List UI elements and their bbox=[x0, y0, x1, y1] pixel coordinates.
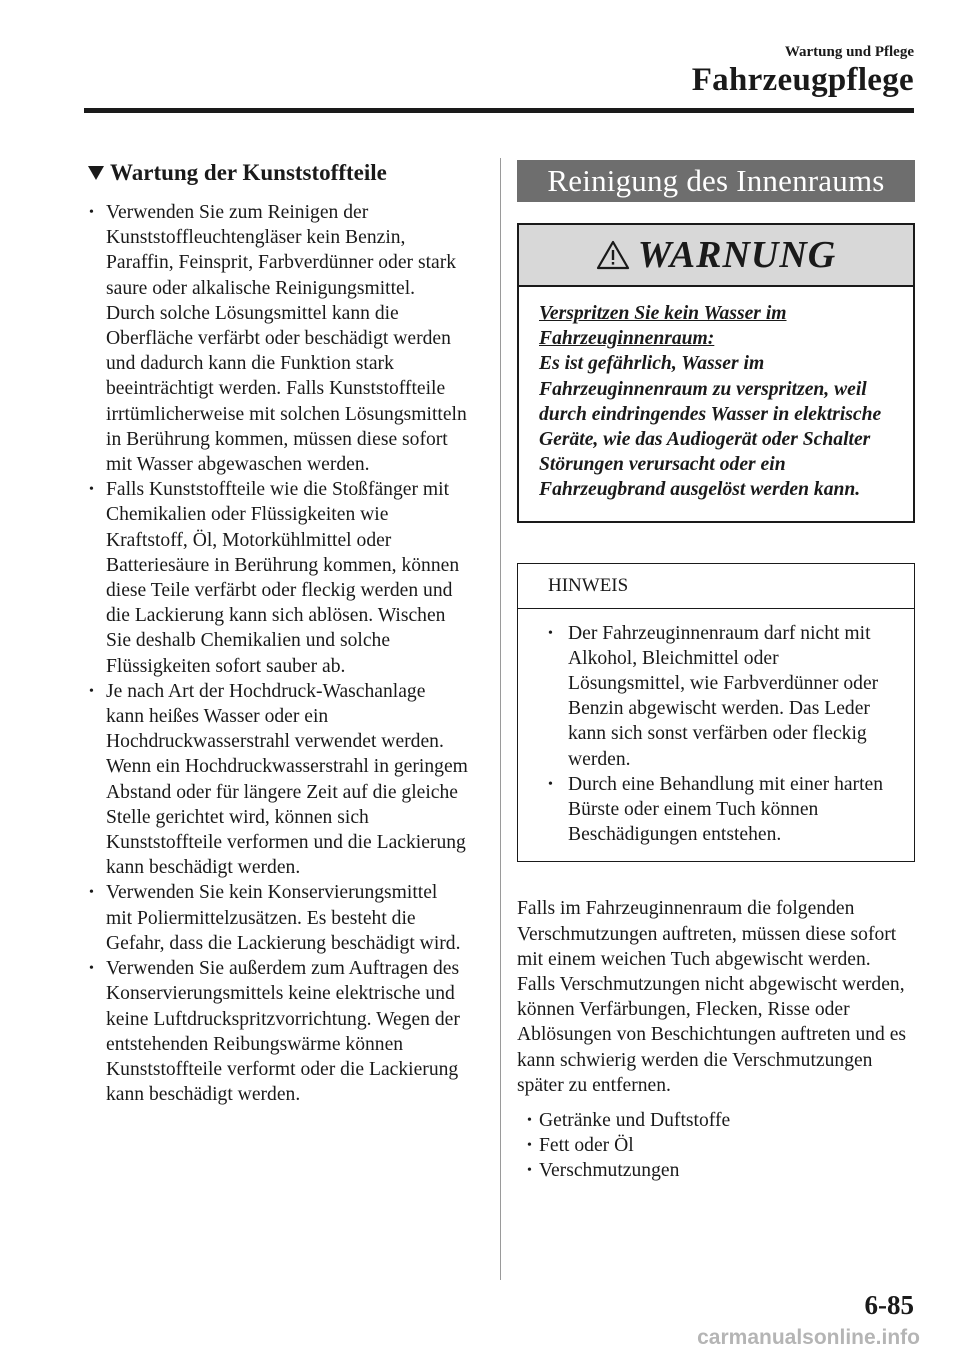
list-item: • Fett oder Öl bbox=[527, 1133, 915, 1158]
section-banner: Reinigung des Innenraums bbox=[517, 160, 915, 202]
warning-header bbox=[519, 225, 913, 287]
body-paragraph bbox=[517, 896, 915, 1098]
list-item: • Getränke und Duftstoffe bbox=[527, 1108, 915, 1133]
header-rule bbox=[84, 108, 914, 113]
triangle-down-icon bbox=[88, 166, 104, 180]
list-item: • Verschmutzungen bbox=[527, 1158, 915, 1183]
chapter-title: Fahrzeugpflege bbox=[691, 62, 914, 98]
warning-title: WARNUNG bbox=[637, 234, 837, 276]
note-list bbox=[518, 609, 914, 862]
list-item: • Verwenden Sie außerdem zum Auftragen des Konservierungsmittels keine elektrische und keine Luftdruckspritzvorrichtung. Wegen der entstehenden Reibungswärme können Kunststoffteile verformt oder die Lackierung kann beschädigt werden. bbox=[88, 956, 468, 1107]
plastic-care-list bbox=[88, 200, 468, 1107]
column-divider bbox=[500, 158, 501, 1280]
note-title: HINWEIS bbox=[518, 564, 914, 609]
list-item: • Verwenden Sie kein Konservierungsmittel mit Poliermittelzusätzen. Es besteht die Gefahr, dass die Lackierung beschädigt wird. bbox=[88, 880, 468, 956]
subsection-heading-text: Wartung der Kunststoffteile bbox=[110, 160, 387, 185]
list-item: • Je nach Art der Hochdruck-Waschanlage kann heißes Wasser oder ein Hochdruckwasserstrahl verwendet werden. Wenn ein Hochdruckwasserstrahl in geringem Abstand oder für längere Zeit auf die gleiche Stelle gerichtet wird, können sich Kunststoffteile verformen und die Lackierung kann beschädigt werden. bbox=[88, 679, 468, 881]
right-column bbox=[517, 160, 915, 1184]
subsection-heading bbox=[88, 160, 468, 186]
list-item: • Falls Kunststoffteile wie die Stoßfänger mit Chemikalien oder Flüssigkeiten wie Kraftstoff, Öl, Motorkühlmittel oder Batteriesäure in Berührung kommen, können diese Teile verfärbt oder fleckig werden und die Lackierung kann sich ablösen. Wischen Sie deshalb Chemikalien und solche Flüssigkeiten sofort sauber ab. bbox=[88, 477, 468, 679]
section-label: Wartung und Pflege bbox=[784, 44, 914, 60]
warning-box bbox=[517, 223, 915, 523]
stain-list bbox=[527, 1108, 915, 1184]
note-item: • Der Fahrzeuginnenraum darf nicht mit Alkohol, Bleichmittel oder Lösungsmittel, wie Farbverdünner oder Benzin abgewischt werden. Das Leder kann sich sonst verfärben oder fleckig werden. bbox=[548, 621, 898, 772]
note-box bbox=[517, 563, 915, 863]
warning-triangle-icon bbox=[596, 240, 630, 270]
list-item: • Verwenden Sie zum Reinigen der Kunststoffleuchtengläser kein Benzin, Paraffin, Feinsprit, Farbverdünner oder stark saure oder alkalische Reinigungsmittel. Durch solche Lösungsmittel kann die Oberfläche verfärbt oder beschädigt werden und dadurch kann die Funktion stark beeinträchtigt werden. Falls Kunststoffteile irrtümlicherweise mit solchen Lösungsmitteln in Berührung kommen, müssen diese sofort mit Wasser abgewaschen werden. bbox=[88, 200, 468, 477]
note-item: • Durch eine Behandlung mit einer harten Bürste oder einem Tuch können Beschädigungen entstehen. bbox=[548, 772, 898, 848]
paragraph-1: Falls im Fahrzeuginnenraum die folgenden Verschmutzungen auftreten, müssen diese sofort mit einem weichen Tuch abgewischt werden. bbox=[517, 898, 897, 970]
watermark: carmanualsonline.info bbox=[697, 1326, 920, 1349]
warning-lead: Verspritzen Sie kein Wasser im Fahrzeuginnenraum: bbox=[539, 303, 787, 350]
paragraph-2: Falls Verschmutzungen nicht abgewischt werden, können Verfärbungen, Flecken, Risse oder Ablösungen von Beschichtungen auftreten und es kann schwierig werden die Verschmutzungen später zu entfernen. bbox=[517, 974, 907, 1096]
warning-text: Es ist gefährlich, Wasser im Fahrzeuginnenraum zu verspritzen, weil durch eindringendes Wasser in elektrische Geräte, wie das Audiogerät oder Schalter Störungen verursacht oder ein Fahrzeugbrand ausgelöst werden kann. bbox=[539, 353, 882, 501]
warning-body bbox=[519, 287, 913, 521]
left-column bbox=[88, 160, 468, 1107]
page-number: 6-85 bbox=[864, 1290, 914, 1320]
